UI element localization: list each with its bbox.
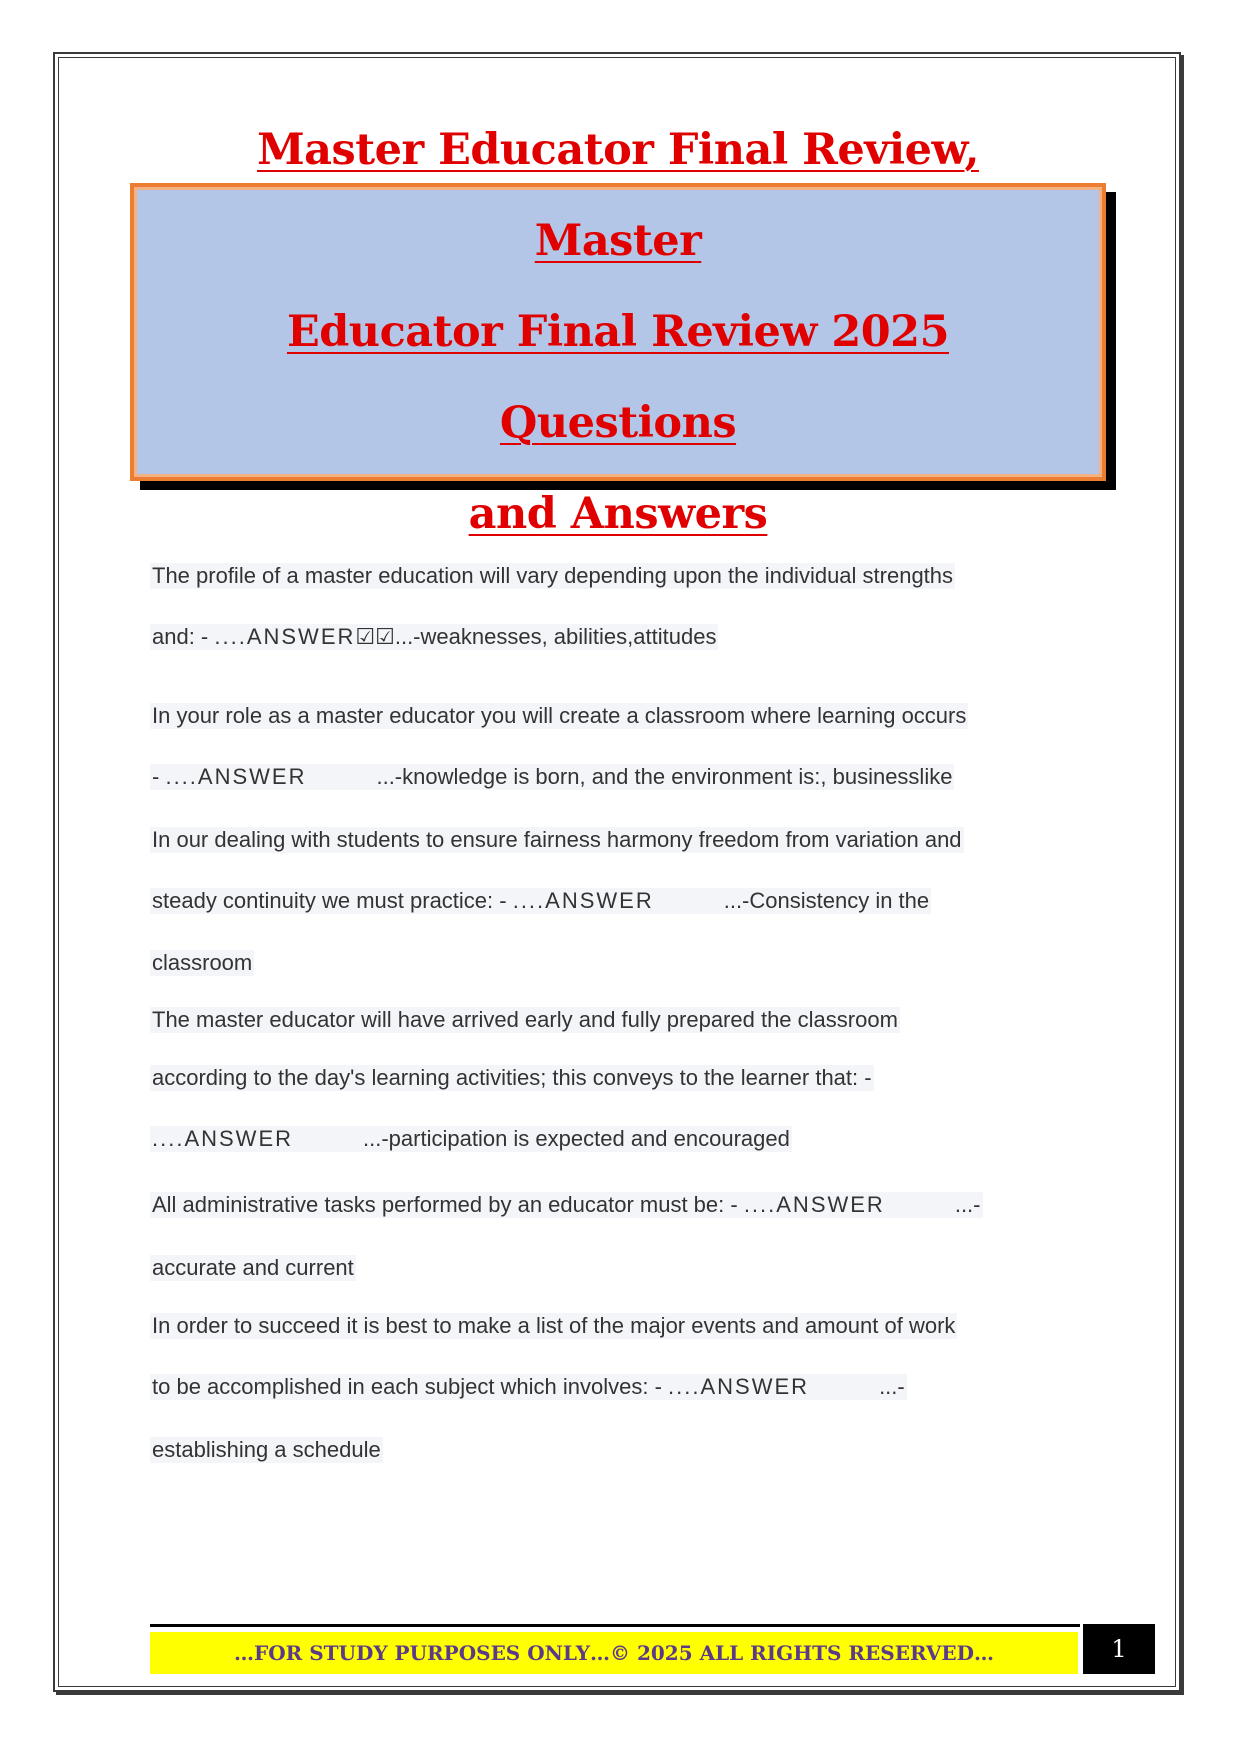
answer-label: ....ANSWER: [214, 624, 356, 649]
title-box: [130, 124, 1106, 539]
document-title: [168, 105, 1068, 560]
check-icon: ☑☑: [355, 624, 395, 649]
q6-line-2: to be accomplished in each subject which involves: - ....ANSWER ...-: [152, 1374, 905, 1399]
page-number: 1: [1111, 1635, 1127, 1663]
q4-line-2: according to the day's learning activities; this conveys to the learner that: -: [152, 1065, 872, 1090]
title-line-2: Educator Final Review 2025 Questions: [286, 306, 950, 448]
answer-label: ....ANSWER: [165, 764, 307, 789]
q3-line-1: In our dealing with students to ensure fairness harmony freedom from variation and: [152, 827, 962, 852]
answer-text: ...-: [954, 1192, 981, 1217]
footer-rule: [150, 1624, 1080, 1627]
footer-banner: [150, 1632, 1078, 1674]
answer-label: ....ANSWER: [743, 1192, 885, 1217]
answer-text: ...-: [879, 1374, 905, 1399]
answer-label: ....ANSWER: [152, 1126, 294, 1151]
q2-line-2: - ....ANSWER ...-knowledge is born, and the environment is:, businesslike: [152, 764, 953, 789]
q3-answer-cont: classroom: [152, 950, 253, 975]
q5-answer-cont: accurate and current: [152, 1255, 354, 1280]
q6-line-1: In order to succeed it is best to make a list of the major events and amount of work: [152, 1313, 956, 1338]
title-line-3: and Answers: [468, 488, 768, 539]
q1-line-1: The profile of a master education will vary depending upon the individual strengths: [152, 563, 954, 588]
q5-line-1: All administrative tasks performed by an educator must be: - ....ANSWER ...-: [152, 1192, 981, 1217]
answer-text: ...-knowledge is born, and the environment is:, businesslike: [376, 764, 953, 789]
answer-text: ...-weaknesses, abilities,attitudes: [394, 624, 717, 649]
q2-line-1: In your role as a master educator you will create a classroom where learning occurs: [152, 703, 967, 728]
page-number-box: [1083, 1624, 1155, 1674]
answer-label: ....ANSWER: [512, 888, 654, 913]
answer-label: ....ANSWER: [668, 1374, 810, 1399]
q4-line-1: The master educator will have arrived early and fully prepared the classroom: [152, 1007, 898, 1032]
q6-answer-cont: establishing a schedule: [152, 1437, 381, 1462]
title-line-1: Master Educator Final Review, Master: [257, 124, 979, 266]
answer-text: ...-participation is expected and encouraged: [363, 1126, 790, 1151]
answer-text: ...-Consistency in the: [723, 888, 930, 913]
footer-text: …FOR STUDY PURPOSES ONLY…© 2025 ALL RIGHTS RESERVED…: [234, 1641, 994, 1665]
q4-line-3: [150, 1126, 792, 1152]
q3-line-2: steady continuity we must practice: - ....ANSWER ...-Consistency in the: [152, 888, 930, 913]
q1-line-2: and: - ....ANSWER☑☑...-weaknesses, abilities,attitudes: [152, 624, 717, 649]
